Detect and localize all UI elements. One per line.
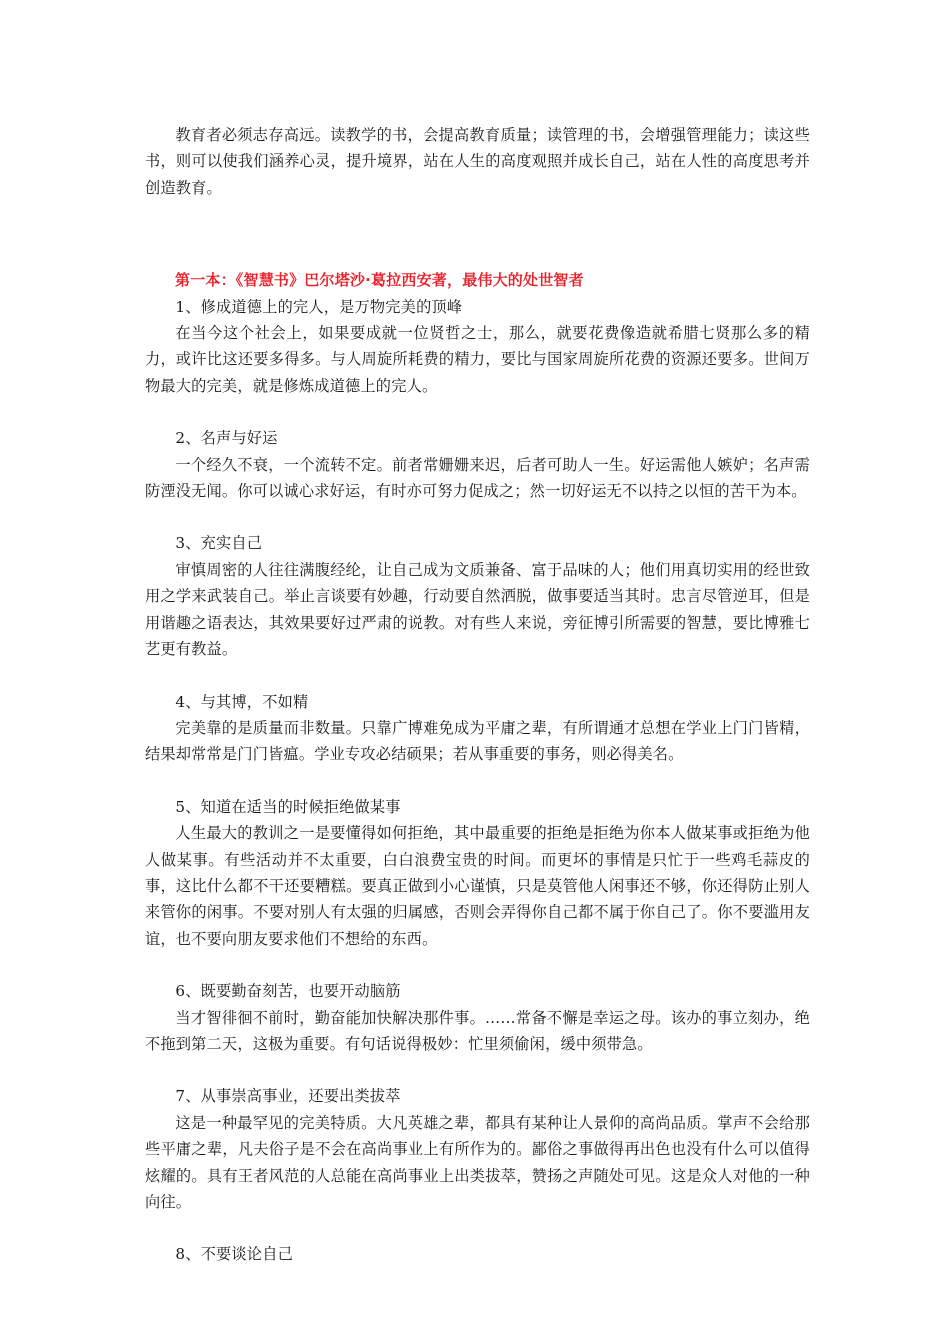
section-5 [145, 794, 810, 952]
section-6 [145, 978, 810, 1057]
section-4 [145, 689, 810, 768]
intro-paragraph: 教育者必须志存高远。读教学的书，会提高教育质量；读管理的书，会增强管理能力；读这些书，则可以使我们涵养心灵，提升境界，站在人生的高度观照并成长自己，站在人性的高度思考并创造教育。 [145, 126, 810, 197]
section-body: 审慎周密的人往往满腹经纶，让自己成为文质兼备、富于品味的人；他们用真切实用的经世致用之学来武装自己。举止言谈要有妙趣，行动要自然洒脱，做事要适当其时。忠言尽管逆耳，但是用谐趣之语表达，其效果要好过严肃的说教。对有些人来说，旁征博引所需要的智慧，要比博雅七艺更有教益。 [145, 560, 810, 659]
section-body: 当才智徘徊不前时，勤奋能加快解决那件事。……常备不懈是幸运之母。该办的事立刻办，绝不拖到第二天，这极为重要。有句话说得极妙：忙里须偷闲，缓中须带急。 [145, 1008, 810, 1053]
section-heading: 8、不要谈论自己 [175, 1245, 293, 1264]
section-body: 一个经久不衰，一个流转不定。前者常姗姗来迟，后者可助人一生。好运需他人嫉妒；名声需防湮没无闻。你可以诚心求好运，有时亦可努力促成之；然一切好运无不以持之以恒的苦干为本。 [145, 455, 810, 501]
section-body: 这是一种最罕见的完美特质。大凡英雄之辈，都具有某种让人景仰的高尚品质。掌声不会给那些平庸之辈，凡夫俗子是不会在高尚事业上有所作为的。鄙俗之事做得再出色也没有什么可以值得炫耀的。具有王者风范的人总能在高尚事业上出类拔萃，赞扬之声随处可见。这是众人对他的一种向往。 [145, 1113, 810, 1211]
section-7 [145, 1083, 810, 1215]
section-body: 完美靠的是质量而非数量。只靠广博难免成为平庸之辈，有所谓通才总想在学业上门门皆精，结果却常常是门门皆瘟。学业专攻必结硕果；若从事重要的事务，则必得美名。 [145, 718, 810, 764]
section-3 [145, 530, 810, 662]
section-1 [145, 294, 810, 400]
section-heading: 7、从事崇高事业，还要出类拔萃 [175, 1087, 401, 1106]
section-heading: 5、知道在适当的时候拒绝做某事 [175, 797, 401, 816]
section-heading: 3、充实自己 [175, 534, 263, 553]
section-heading: 2、名声与好运 [175, 429, 278, 448]
book-title: 第一本：《智慧书》巴尔塔沙·葛拉西安著，最伟大的处世智者 [175, 271, 584, 290]
section-body: 在当今这个社会上，如果要成就一位贤哲之士，那么，就要花费像造就希腊七贤那么多的精力，或许比这还要多得多。与人周旋所耗费的精力，要比与国家周旋所花费的资源还要多。世间万物最大的完美，就是修炼成道德上的完人。 [145, 324, 810, 395]
section-2 [145, 425, 810, 504]
section-8 [145, 1241, 810, 1267]
section-body: 人生最大的教训之一是要懂得如何拒绝，其中最重要的拒绝是拒绝为你本人做某事或拒绝为他人做某事。有些活动并不太重要，白白浪费宝贵的时间。而更坏的事情是只忙于一些鸡毛蒜皮的事，这比什么都不干还要糟糕。要真正做到小心谨慎，只是莫管他人闲事还不够，你还得防止别人来管你的闲事。不要对别人有太强的归属感，否则会弄得你自己都不属于你自己了。你不要滥用友谊，也不要向朋友要求他们不想给的东西。 [145, 824, 810, 948]
section-heading: 4、与其博，不如精 [175, 692, 309, 711]
section-heading: 1、修成道德上的完人，是万物完美的顶峰 [175, 297, 463, 316]
section-heading: 6、既要勤奋刻苦，也要开动脑筋 [175, 982, 401, 1001]
document-page [145, 122, 810, 1294]
